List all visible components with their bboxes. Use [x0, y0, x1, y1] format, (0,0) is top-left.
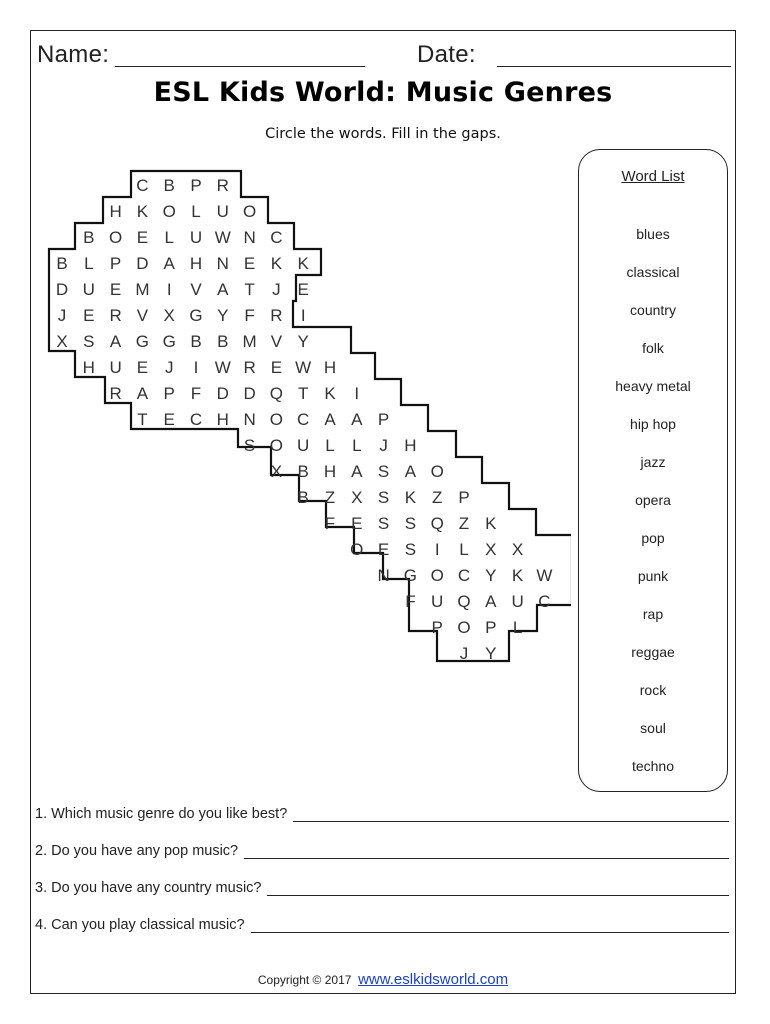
grid-letter[interactable]: E — [163, 410, 175, 429]
word-search-grid[interactable] — [31, 31, 571, 671]
word-rock[interactable]: rock — [639, 682, 667, 698]
word-rap[interactable]: rap — [642, 606, 664, 622]
grid-letter[interactable]: X — [56, 332, 68, 351]
grid-letter[interactable]: A — [217, 280, 229, 299]
grid-letter[interactable]: L — [352, 436, 362, 455]
grid-letter[interactable]: N — [243, 228, 256, 247]
instructions: Circle the words. Fill in the gaps. — [265, 126, 501, 142]
grid-letter[interactable]: O — [162, 202, 176, 221]
grid-letter[interactable]: U — [431, 592, 444, 611]
question-4-text: 4. Can you play classical music? — [35, 917, 245, 933]
grid-letter[interactable]: Y — [485, 566, 497, 585]
grid-letter[interactable]: E — [377, 540, 390, 559]
grid-letter[interactable]: W — [214, 358, 231, 377]
grid-letter[interactable]: Y — [297, 332, 309, 351]
grid-letter[interactable]: I — [434, 540, 440, 559]
question-2-text: 2. Do you have any pop music? — [35, 843, 239, 859]
grid-letter[interactable]: E — [351, 514, 363, 533]
grid-letter[interactable]: K — [270, 254, 283, 273]
grid-letter[interactable]: U — [109, 358, 122, 377]
grid-letter[interactable]: A — [351, 462, 363, 481]
grid-letter[interactable]: P — [190, 176, 202, 195]
answer-line-4[interactable] — [251, 920, 729, 933]
grid-letter[interactable]: I — [166, 280, 172, 299]
grid-letter[interactable]: S — [377, 514, 390, 533]
grid-letter[interactable]: P — [377, 410, 390, 429]
grid-letter[interactable]: P — [163, 384, 175, 403]
grid-letter[interactable]: N — [377, 566, 390, 585]
grid-letter[interactable]: X — [351, 488, 363, 507]
grid-letter[interactable]: L — [325, 436, 335, 455]
grid-letter[interactable]: O — [108, 228, 123, 247]
grid-letter[interactable]: K — [404, 488, 417, 507]
grid-letter[interactable]: T — [244, 280, 255, 299]
question-1 — [35, 806, 729, 822]
grid-letter[interactable]: B — [217, 332, 229, 351]
grid-letter[interactable]: N — [216, 254, 229, 273]
grid-letter[interactable]: E — [136, 228, 149, 247]
grid-letter[interactable]: K — [136, 202, 149, 221]
grid-letter[interactable]: A — [136, 384, 149, 403]
grid-letter[interactable]: C — [538, 592, 551, 611]
word-classical[interactable]: classical — [626, 264, 680, 280]
grid-letter[interactable]: Z — [432, 488, 443, 507]
grid-letter[interactable]: O — [269, 410, 284, 429]
grid-letter[interactable]: B — [83, 228, 95, 247]
grid-letter[interactable]: B — [190, 332, 202, 351]
question-4 — [35, 917, 729, 933]
grid-letter[interactable]: C — [270, 228, 283, 247]
grid-letter[interactable]: A — [351, 410, 363, 429]
word-jazz[interactable]: jazz — [640, 454, 666, 470]
grid-letter[interactable]: I — [193, 358, 199, 377]
grid-letter[interactable]: C — [297, 410, 310, 429]
grid-letter[interactable]: B — [163, 176, 175, 195]
grid-letter[interactable]: P — [109, 254, 122, 273]
grid-letter[interactable]: C — [457, 566, 471, 585]
grid-letter[interactable]: B — [297, 462, 309, 481]
grid-letter[interactable]: G — [162, 332, 176, 351]
word-blues[interactable]: blues — [636, 226, 670, 242]
copyright-text: Copyright © 2017 — [257, 973, 352, 987]
grid-letter[interactable]: R — [216, 176, 229, 195]
grid-letter[interactable]: S — [404, 540, 417, 559]
word-heavy-metal[interactable]: heavy metal — [615, 378, 691, 394]
grid-letter[interactable]: R — [270, 306, 283, 325]
answer-line-3[interactable] — [267, 883, 729, 896]
question-3-text: 3. Do you have any country music? — [35, 880, 262, 896]
grid-letter[interactable]: K — [511, 566, 524, 585]
grid-letter[interactable]: W — [214, 228, 231, 247]
grid-letter[interactable]: O — [242, 202, 257, 221]
grid-letter[interactable]: U — [82, 280, 95, 299]
grid-letter[interactable]: U — [511, 592, 524, 611]
grid-letter[interactable]: I — [300, 306, 306, 325]
grid-letter[interactable]: O — [430, 566, 444, 585]
grid-letter[interactable]: L — [512, 618, 523, 637]
grid-letter[interactable]: O — [457, 618, 471, 637]
grid-letter[interactable]: G — [403, 566, 418, 585]
grid-letter[interactable]: V — [136, 306, 149, 325]
answer-line-2[interactable] — [244, 846, 729, 859]
grid-letter[interactable]: Y — [217, 306, 229, 325]
grid-letter[interactable]: F — [244, 306, 255, 325]
grid-letter[interactable]: V — [190, 280, 202, 299]
grid-letter[interactable]: R — [243, 358, 256, 377]
word-pop[interactable]: pop — [641, 530, 665, 546]
grid-letter[interactable]: S — [83, 332, 95, 351]
word-opera[interactable]: opera — [635, 492, 671, 508]
grid-letter[interactable]: W — [295, 358, 312, 377]
grid-letter[interactable]: H — [82, 358, 95, 377]
grid-letter[interactable]: M — [242, 332, 257, 351]
grid-outline — [49, 171, 571, 661]
grid-letter[interactable]: A — [485, 592, 497, 611]
grid-letter[interactable]: Z — [458, 514, 470, 533]
grid-letter[interactable]: E — [297, 280, 309, 299]
grid-letter[interactable]: X — [485, 540, 497, 559]
grid-letter[interactable]: L — [191, 202, 201, 221]
grid-letter[interactable]: B — [297, 488, 309, 507]
grid-letter[interactable]: O — [430, 462, 444, 481]
grid-letter[interactable]: H — [189, 254, 203, 273]
grid-letter[interactable]: P — [458, 488, 470, 507]
grid-letter[interactable]: D — [216, 384, 229, 403]
grid-letter[interactable]: K — [485, 514, 497, 533]
grid-letter[interactable]: H — [404, 436, 417, 455]
grid-letter[interactable]: J — [272, 280, 281, 299]
grid-letter[interactable]: D — [55, 280, 69, 299]
grid-letter[interactable]: Q — [269, 384, 284, 403]
grid-letter[interactable]: S — [377, 488, 390, 507]
grid-letter[interactable]: P — [485, 618, 497, 637]
grid-letter[interactable]: J — [164, 358, 174, 377]
grid-letter[interactable]: U — [297, 436, 310, 455]
question-2 — [35, 843, 729, 859]
grid-letter[interactable]: A — [163, 254, 175, 273]
grid-letter[interactable]: S — [404, 514, 417, 533]
grid-letter[interactable]: F — [190, 384, 202, 403]
word-soul[interactable]: soul — [640, 720, 666, 736]
grid-letter[interactable]: J — [57, 306, 67, 325]
grid-letter[interactable]: H — [109, 202, 122, 221]
date-label: Date: — [417, 41, 476, 68]
grid-letter[interactable]: G — [189, 306, 203, 325]
grid-letter[interactable]: K — [324, 384, 336, 403]
word-techno[interactable]: techno — [631, 758, 675, 774]
grid-letter[interactable]: F — [324, 514, 336, 533]
word-folk[interactable]: folk — [642, 340, 664, 356]
grid-letter[interactable]: H — [323, 358, 337, 377]
grid-letter[interactable]: L — [84, 254, 94, 273]
grid-letter[interactable]: Q — [430, 514, 444, 533]
grid-letter[interactable]: R — [109, 384, 122, 403]
grid-letter[interactable]: B — [56, 254, 68, 273]
grid-letter[interactable]: X — [163, 306, 175, 325]
page-title: ESL Kids World: Music Genres — [153, 77, 613, 108]
grid-letter[interactable]: T — [298, 384, 309, 403]
worksheet-page — [30, 30, 736, 994]
grid-letter[interactable]: E — [243, 254, 256, 273]
grid-letter[interactable]: H — [323, 462, 337, 481]
grid-letter[interactable]: Y — [485, 644, 497, 663]
word-punk[interactable]: punk — [637, 568, 669, 584]
grid-letter[interactable]: H — [216, 410, 229, 429]
grid-letter[interactable]: L — [459, 540, 469, 559]
website-link[interactable]: www.eslkidsworld.com — [358, 971, 509, 988]
grid-letter[interactable]: J — [379, 436, 388, 455]
grid-letter[interactable]: U — [189, 228, 203, 247]
question-3 — [35, 880, 729, 896]
grid-letter[interactable]: J — [459, 644, 469, 663]
grid-letter[interactable]: A — [324, 410, 336, 429]
grid-letter[interactable]: Z — [324, 488, 336, 507]
grid-letter[interactable]: R — [109, 306, 122, 325]
grid-letter[interactable]: E — [270, 358, 283, 377]
grid-letter[interactable]: I — [354, 384, 360, 403]
grid-letter[interactable]: S — [243, 436, 256, 455]
word-reggae[interactable]: reggae — [631, 644, 675, 660]
grid-letter[interactable]: M — [135, 280, 150, 299]
grid-letter[interactable]: P — [431, 618, 443, 637]
grid-letter[interactable]: K — [297, 254, 309, 273]
grid-letter[interactable]: D — [136, 254, 149, 273]
grid-letter[interactable]: Q — [457, 592, 471, 611]
grid-letter[interactable]: L — [164, 228, 174, 247]
grid-letter[interactable]: F — [405, 592, 416, 611]
word-hip-hop[interactable]: hip hop — [630, 416, 676, 432]
grid-letter[interactable]: A — [109, 332, 122, 351]
grid-letter[interactable]: X — [511, 540, 524, 559]
grid-letter[interactable]: V — [270, 332, 283, 351]
answer-line-1[interactable] — [293, 809, 729, 822]
grid-letter[interactable]: A — [404, 462, 417, 481]
grid-letter[interactable]: S — [377, 462, 390, 481]
grid-letter[interactable]: D — [243, 384, 256, 403]
grid-letter[interactable]: U — [216, 202, 229, 221]
grid-letter[interactable]: X — [270, 462, 283, 481]
grid-letter[interactable]: W — [536, 566, 553, 585]
grid-letter[interactable]: O — [350, 540, 364, 559]
grid-letter[interactable]: E — [83, 306, 95, 325]
grid-letter[interactable]: T — [137, 410, 148, 429]
grid-letter[interactable]: E — [136, 358, 149, 377]
word-country[interactable]: country — [630, 302, 676, 318]
grid-letter[interactable]: C — [136, 176, 149, 195]
grid-letter[interactable]: N — [243, 410, 256, 429]
footer — [31, 971, 735, 988]
word-list-box — [578, 149, 728, 792]
word-list-title: Word List — [621, 168, 685, 185]
grid-letter[interactable]: E — [109, 280, 122, 299]
grid-letter[interactable]: C — [189, 410, 203, 429]
grid-letter[interactable]: G — [135, 332, 150, 351]
question-1-text: 1. Which music genre do you like best? — [35, 806, 288, 822]
grid-letter[interactable]: O — [269, 436, 284, 455]
name-label: Name: — [37, 41, 110, 68]
